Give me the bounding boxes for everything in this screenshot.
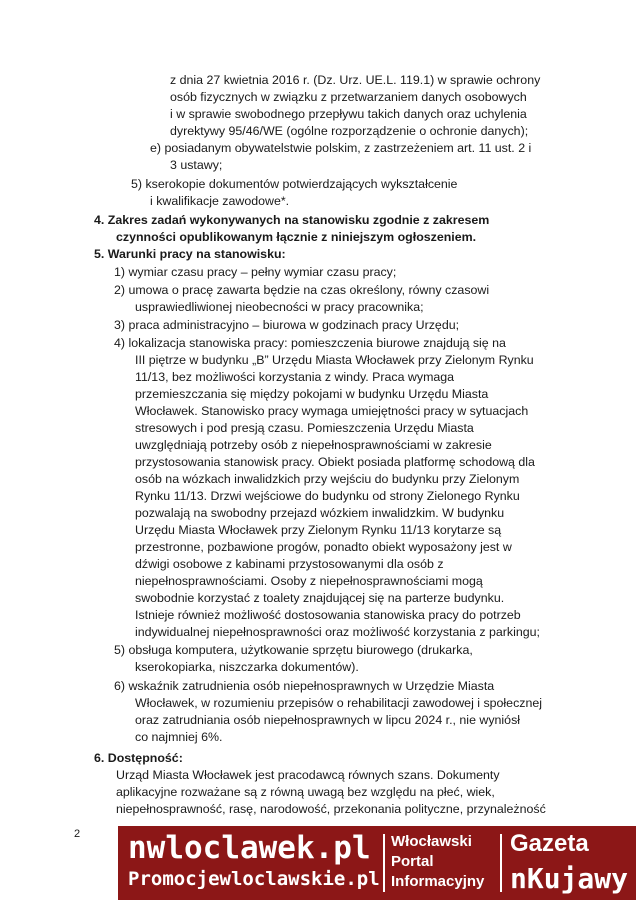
text-line: 3 ustawy; bbox=[170, 158, 223, 172]
text-line: dźwigi osobowe z kabinami przystosowanymi dla osób z bbox=[135, 557, 444, 571]
text-line: Istnieje również możliwość dostosowania stanowiska pracy do potrzeb bbox=[135, 608, 521, 622]
text-line: 6. Dostępność: bbox=[94, 751, 183, 765]
text-line: Włocławek, w rozumieniu przepisów o rehabilitacji zawodowej i społecznej bbox=[135, 696, 543, 710]
text-line: oraz zatrudniania osób niepełnosprawnych w lipcu 2024 r., nie wyniósł bbox=[135, 713, 521, 727]
text-line: stresowych i pod presją czasu. Pomieszczenia Urzędu Miasta bbox=[135, 421, 474, 435]
text-line: 2) umowa o pracę zawarta będzie na czas określony, równy czasowi bbox=[114, 283, 490, 297]
watermark-site: nwloclawek.pl bbox=[128, 830, 371, 866]
text-line: Włocławek. Stanowisko pracy wymaga umiejętności pracy w sytuacjach bbox=[135, 404, 529, 418]
text-line: pozwalają na swobodny przejazd wózkiem inwalidzkim. W budynku bbox=[135, 506, 505, 520]
text-line: 5) obsługa komputera, użytkowanie sprzętu biurowego (drukarka, bbox=[114, 643, 473, 657]
text-line: 3) praca administracyjno – biurowa w godzinach pracy Urzędu; bbox=[114, 318, 460, 332]
text-line: czynności opublikowanym łącznie z niniejszym ogłoszeniem. bbox=[116, 230, 477, 244]
watermark-portal-line2: Portal bbox=[391, 853, 434, 870]
text-line: osób fizycznych w związku z przetwarzaniem danych osobowych bbox=[170, 90, 527, 104]
text-line: przestronne, pozbawione progów, ponadto obiekt wyposażony jest w bbox=[135, 540, 512, 554]
watermark-divider bbox=[383, 834, 385, 892]
text-line: 4) lokalizacja stanowiska pracy: pomieszczenia biurowe znajdują się na bbox=[114, 336, 506, 350]
text-line: Rynku 11/13. Drzwi wejściowe do budynku od strony Zielonego Rynku bbox=[135, 489, 520, 503]
text-line: aplikacyjne rozważane są z równą uwagą bez względu na płeć, wiek, bbox=[116, 785, 495, 799]
text-line: 5. Warunki pracy na stanowisku: bbox=[94, 247, 286, 261]
watermark-portal-line3: Informacyjny bbox=[391, 873, 485, 890]
text-line: III piętrze w budynku „B” Urzędu Miasta Włocławek przy Zielonym Rynku bbox=[135, 353, 534, 367]
text-line: 1) wymiar czasu pracy – pełny wymiar czasu pracy; bbox=[114, 265, 397, 279]
text-line: uwzględniają potrzeby osób z niepełnosprawnościami w zakresie bbox=[135, 438, 492, 452]
watermark-divider bbox=[500, 834, 502, 892]
text-line: 5) kserokopie dokumentów potwierdzających wykształcenie bbox=[131, 177, 458, 191]
text-line: kserokopiarka, niszczarka dokumentów). bbox=[135, 660, 359, 674]
text-line: swobodnie korzystać z toalety znajdującej się na parterze budynku. bbox=[135, 591, 505, 605]
text-line: niepełnosprawnościami. Osoby z niepełnosprawnościami mogą bbox=[135, 574, 483, 588]
text-line: dyrektywy 95/46/WE (ogólne rozporządzenie o ochronie danych); bbox=[170, 124, 529, 138]
text-line: 11/13, bez możliwości korzystania z windy. Praca wymaga bbox=[135, 370, 455, 384]
watermark-nkujawy: nKujawy bbox=[510, 862, 629, 895]
text-line: 6) wskaźnik zatrudnienia osób niepełnosprawnych w Urzędzie Miasta bbox=[114, 679, 495, 693]
text-line: indywidualnej niepełnosprawności oraz możliwość korzystania z parkingu; bbox=[135, 625, 540, 639]
text-line: przystosowania stanowisk pracy. Obiekt posiada platformę schodową dla bbox=[135, 455, 535, 469]
watermark-promo: Promocjewloclawskie.pl bbox=[128, 868, 380, 890]
text-line: z dnia 27 kwietnia 2016 r. (Dz. Urz. UE.L. 119.1) w sprawie ochrony bbox=[170, 73, 541, 87]
watermark-gazeta: Gazeta bbox=[510, 830, 589, 857]
text-line: przemieszczania się między pokojami w budynku Urzędu Miasta bbox=[135, 387, 489, 401]
page-number: 2 bbox=[74, 828, 81, 840]
text-line: usprawiedliwionej nieobecności w pracy pracownika; bbox=[135, 300, 424, 314]
text-line: Urząd Miasta Włocławek jest pracodawcą równych szans. Dokumenty bbox=[116, 768, 500, 782]
text-line: co najmniej 6%. bbox=[135, 730, 223, 744]
text-line: Urzędu Miasta Włocławek przy Zielonym Rynku 11/13 korytarze są bbox=[135, 523, 502, 537]
text-line: niepełnosprawność, rasę, narodowość, przekonania polityczne, przynależność bbox=[116, 802, 546, 816]
text-line: i w sprawie swobodnego przepływu takich danych oraz uchylenia bbox=[170, 107, 527, 121]
text-line: e) posiadanym obywatelstwie polskim, z zastrzeżeniem art. 11 ust. 2 i bbox=[150, 141, 532, 155]
watermark-banner bbox=[118, 826, 636, 900]
text-line: i kwalifikacje zawodowe*. bbox=[150, 194, 290, 208]
text-line: 4. Zakres zadań wykonywanych na stanowisku zgodnie z zakresem bbox=[94, 213, 490, 227]
text-line: osób na wózkach inwalidzkich przy wejściu do budynku przy Zielonym bbox=[135, 472, 520, 486]
watermark-portal-line1: Włocławski bbox=[391, 833, 472, 850]
